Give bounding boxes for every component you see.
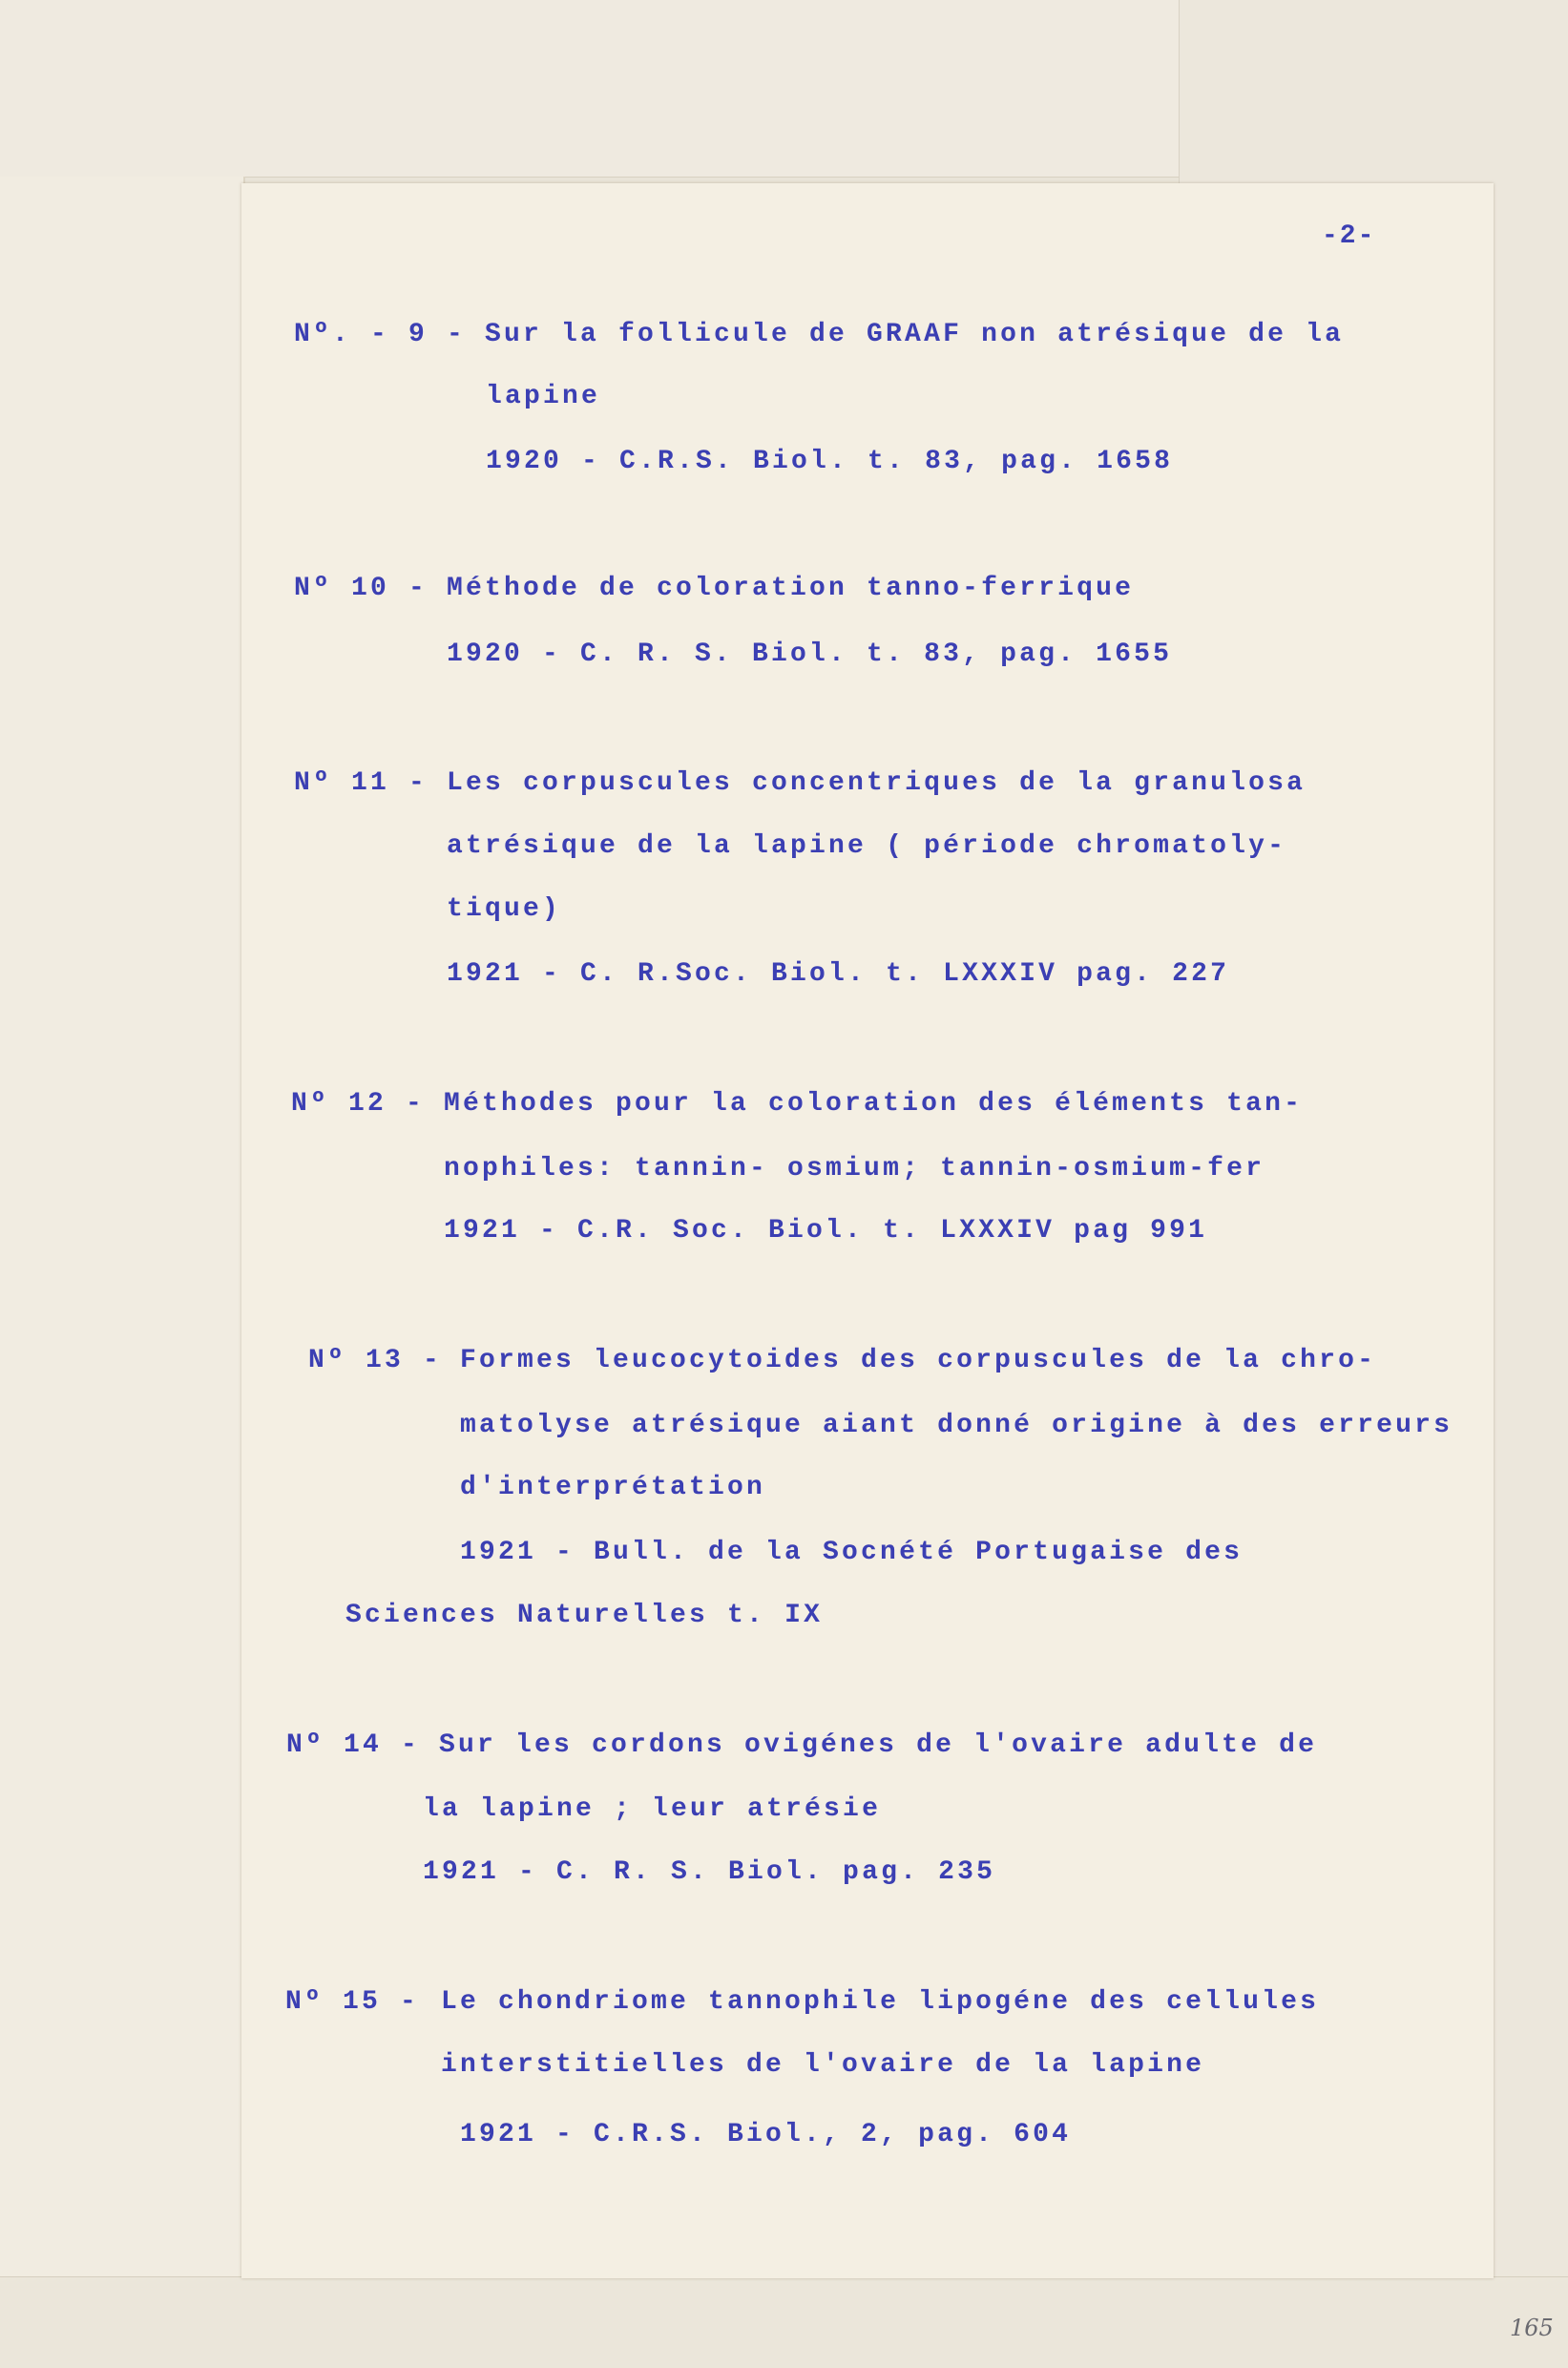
entry-title: Le chondriome tannophile lipogéne des cellules [441, 1987, 1320, 2017]
entry-citation-cont: Sciences Naturelles t. IX [345, 1601, 824, 1630]
background-sheet [0, 0, 1183, 178]
entry-title: Méthode de coloration tanno-ferrique [447, 574, 1135, 603]
entry-title-cont: tique) [447, 894, 562, 924]
page-number: -2- [1322, 221, 1376, 251]
entry-title-cont: la lapine ; leur atrésie [423, 1794, 882, 1824]
entry-number: Nº 10 - [294, 574, 429, 603]
entry-citation: 1921 - Bull. de la Socnété Portugaise des [460, 1538, 1244, 1567]
entry-title: Les corpuscules concentriques de la granulosa [447, 768, 1307, 798]
entry-number: Nº 14 - [286, 1730, 421, 1760]
handwritten-folio-number: 165 [1510, 2315, 1554, 2341]
entry-title-cont: atrésique de la lapine ( période chromatoly- [447, 831, 1287, 861]
entry-number: Nº 11 - [294, 768, 429, 798]
entry-title-cont: interstitielles de l'ovaire de la lapine [441, 2050, 1205, 2080]
entry-citation: 1921 - C.R.S. Biol., 2, pag. 604 [460, 2120, 1072, 2149]
adjacent-page-edge [0, 177, 245, 2276]
entry-number: Nº. - 9 - [294, 320, 467, 349]
background-sheet-bottom [0, 2276, 1568, 2368]
entry-citation: 1920 - C. R. S. Biol. t. 83, pag. 1655 [447, 639, 1173, 669]
entry-title-cont: nophiles: tannin- osmium; tannin-osmium-fer [444, 1154, 1265, 1184]
entry-citation: 1921 - C. R.Soc. Biol. t. LXXXIV pag. 227 [447, 959, 1230, 989]
entry-title: Formes leucocytoides des corpuscules de la chro- [460, 1346, 1377, 1375]
entry-citation: 1920 - C.R.S. Biol. t. 83, pag. 1658 [486, 447, 1174, 476]
entry-title-cont: d'interprétation [460, 1473, 766, 1502]
entry-title-cont: matolyse atrésique aiant donné origine à des erreurs [460, 1411, 1453, 1440]
entry-number: Nº 13 - [308, 1346, 443, 1375]
entry-title: Sur les cordons ovigénes de l'ovaire adulte de [439, 1730, 1318, 1760]
entry-citation: 1921 - C. R. S. Biol. pag. 235 [423, 1857, 996, 1887]
entry-title: Méthodes pour la coloration des éléments tan- [444, 1089, 1304, 1119]
entry-number: Nº 15 - [285, 1987, 420, 2017]
entry-title: Sur la follicule de GRAAF non atrésique de la [485, 320, 1345, 349]
entry-title-cont: lapine [486, 382, 601, 411]
entry-citation: 1921 - C.R. Soc. Biol. t. LXXXIV pag 991 [444, 1216, 1208, 1246]
entry-number: Nº 12 - [291, 1089, 426, 1119]
